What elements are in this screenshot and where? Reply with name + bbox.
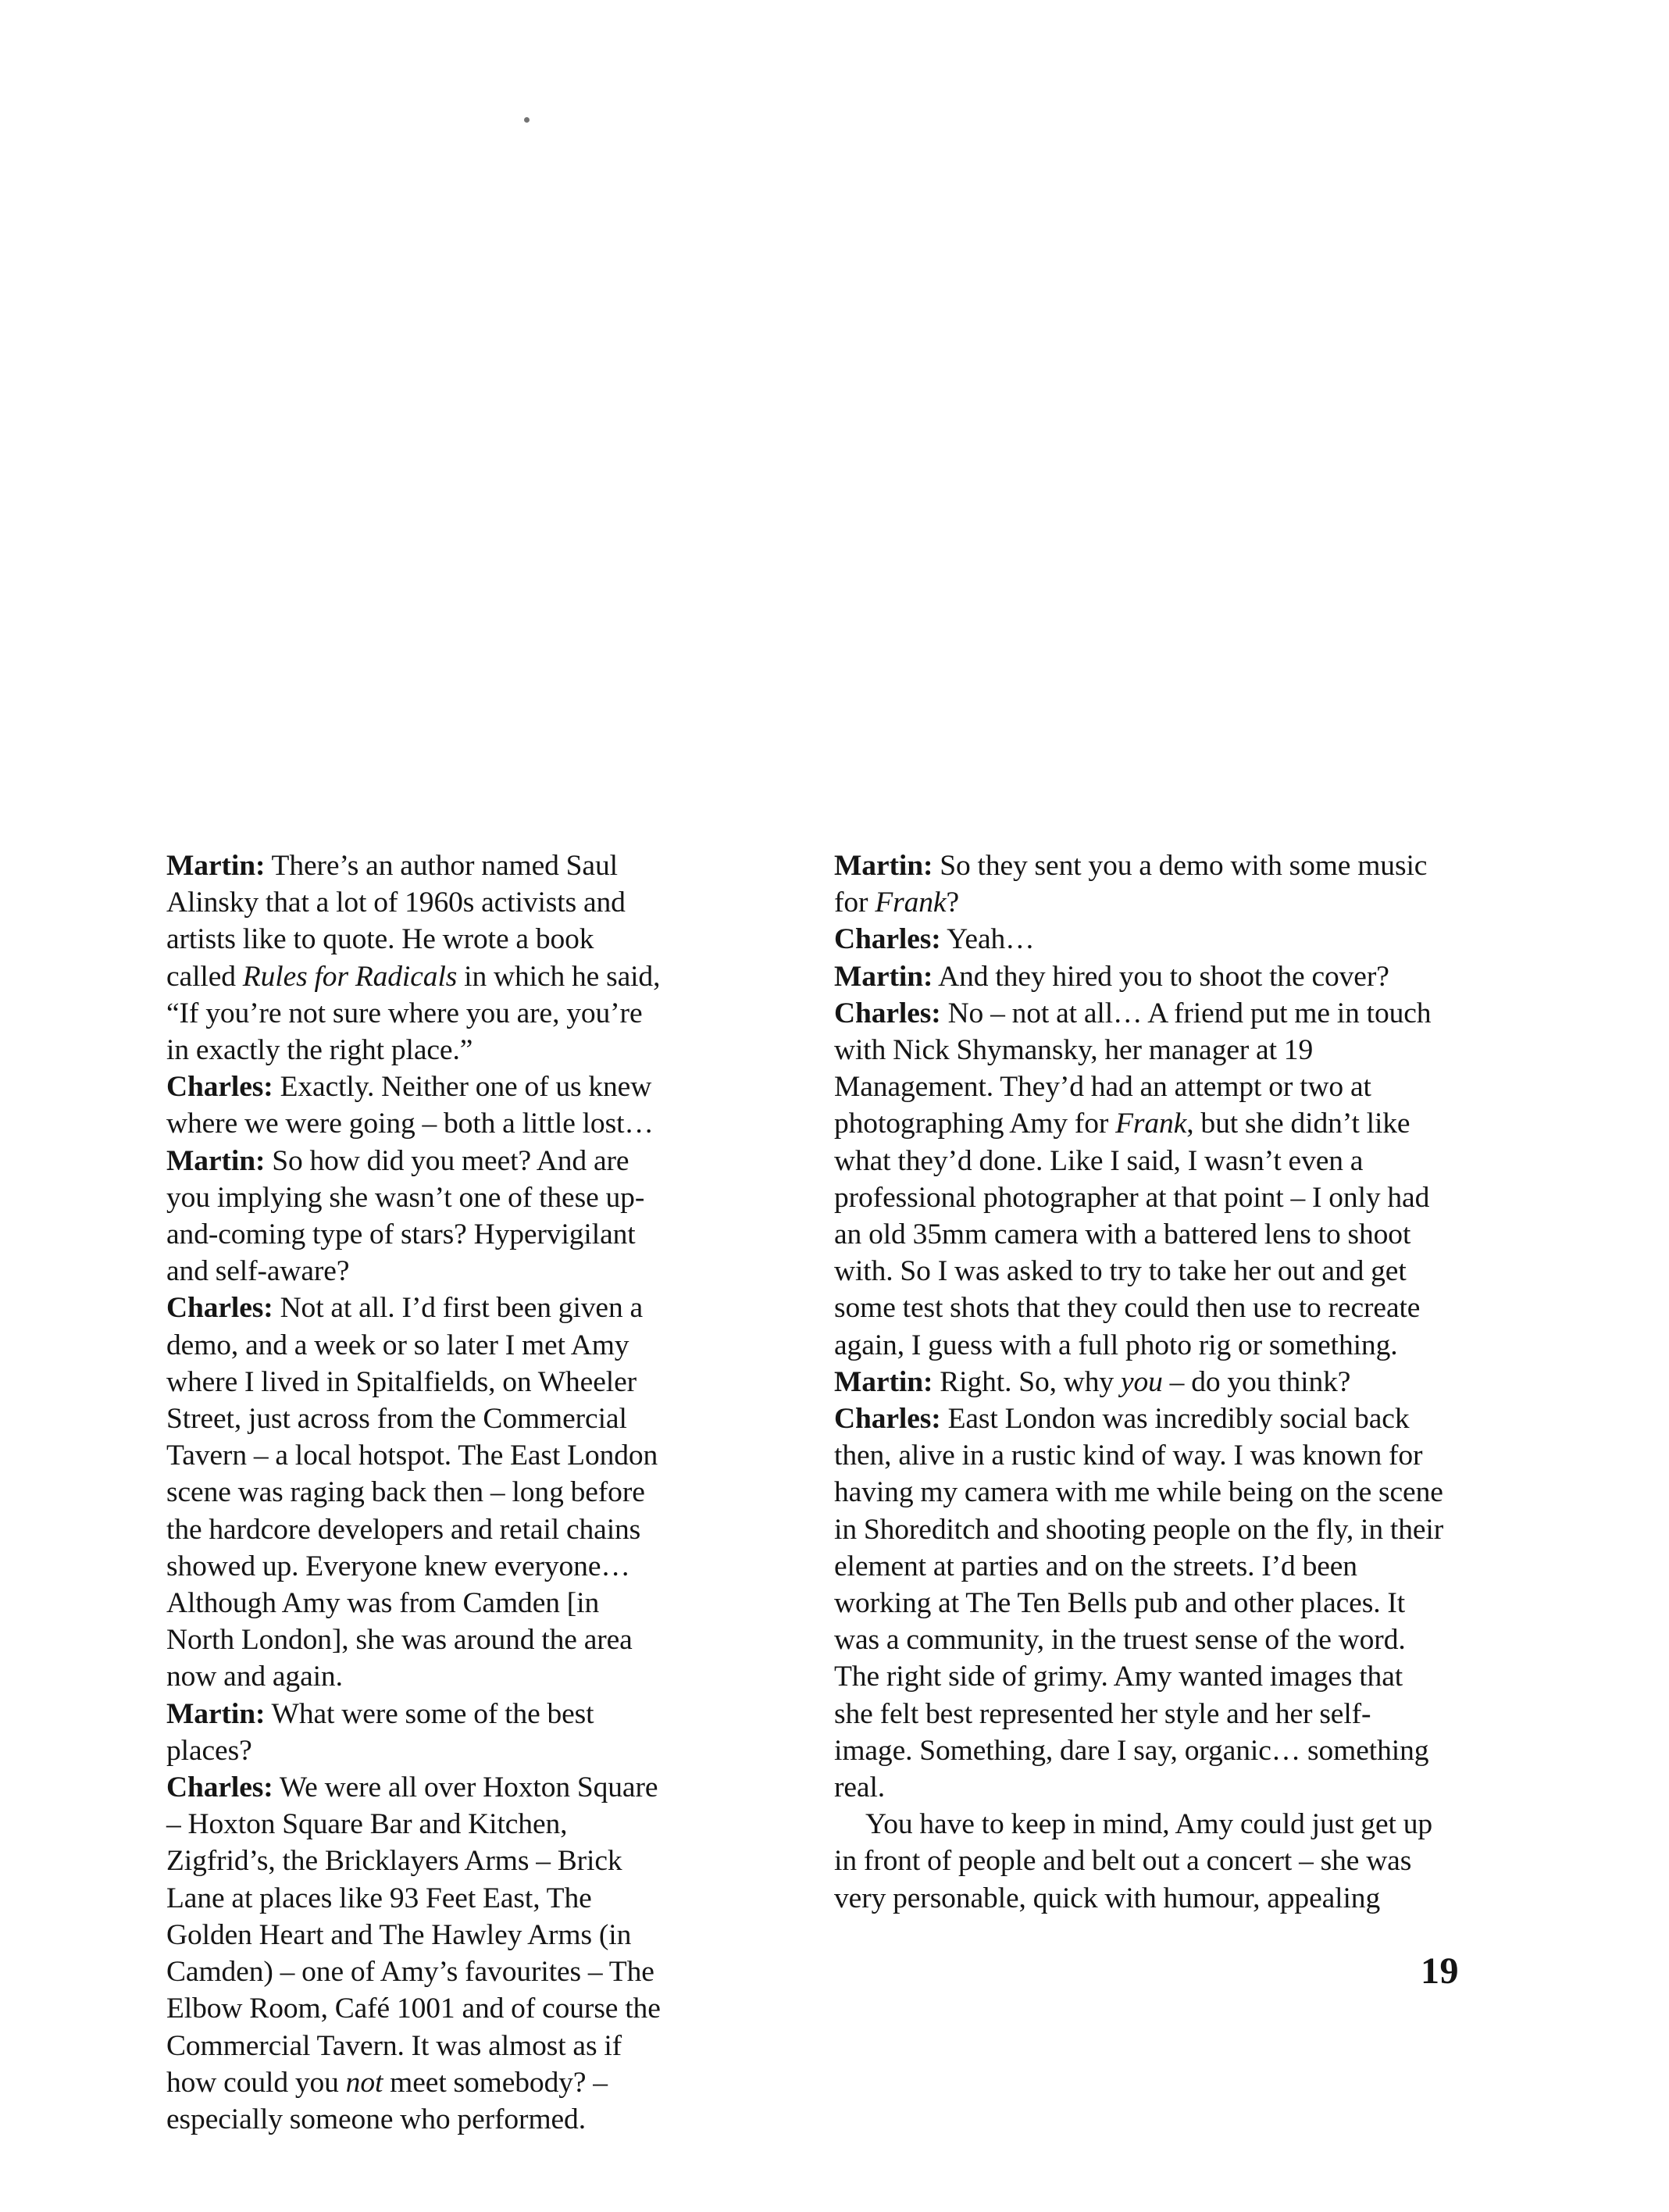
body-text: What were some of the best places?	[166, 1697, 594, 1767]
speaker-label: Martin:	[166, 1697, 266, 1730]
dialogue-paragraph	[166, 847, 665, 1069]
italic-title-text: Frank	[1115, 1108, 1187, 1140]
speaker-label: Martin:	[834, 960, 933, 993]
body-text: So how did you meet? And are you implying she wasn’t one of these up-and-coming type of stars? Hypervigilant and self-aware?	[166, 1144, 645, 1288]
speaker-label: Martin:	[834, 1365, 933, 1398]
body-text: , but she didn’t like what they’d done. Like I said, I wasn’t even a professional photographer at that point – I only had an old 35mm camera with a battered lens to shoot with. So I was asked to try to take her out and get some test shots that they could then use to recreate again, I guess with a full photo rig or something.	[834, 1108, 1430, 1361]
body-text: East London was incredibly social back then, alive in a rustic kind of way. I was known for having my camera with me while being on the scene in Shoreditch and shooting people on the fly, in their element at parties and on the streets. I’d been working at The Ten Bells pub and other places. It was a community, in the truest sense of the word. The right side of grimy. Amy wanted images that she felt best represented her style and her self-image. Something, dare I say, organic… something real.	[834, 1403, 1444, 1804]
speaker-label: Charles:	[834, 923, 941, 956]
body-text: So they sent you a demo with some music for	[834, 850, 1428, 919]
dialogue-paragraph	[166, 1069, 665, 1142]
body-text: in which he said, “If you’re not sure where you are, you’re in exactly the right place.”	[166, 960, 661, 1067]
dialogue-paragraph	[166, 1769, 665, 2138]
dialogue-paragraph	[166, 1143, 665, 1290]
body-text: Exactly. Neither one of us knew where we were going – both a little lost…	[166, 1071, 654, 1140]
body-text: ?	[946, 887, 960, 919]
speaker-label: Charles:	[834, 1403, 941, 1436]
body-text: There’s an author named Saul Alinsky that a lot of 1960s activists and artists like to quote. He wrote a book called	[166, 850, 626, 993]
italic-title-text: not	[345, 2066, 383, 2099]
body-text: Right. So, why	[933, 1365, 1121, 1398]
speaker-label: Martin:	[834, 850, 933, 882]
body-text: Not at all. I’d first been given a demo, and a week or so later I met Amy where I lived in Spitalfields, on Wheeler Street, just across from the Commercial Tavern – a local hotspot. The East London scene was raging back then – long before the hardcore developers and retail chains showed up. Everyone knew everyone… Although Amy was from Camden [in North London], she was around the area now and again.	[166, 1292, 658, 1693]
dialogue-paragraph	[834, 1806, 1447, 1917]
italic-title-text: Frank	[875, 887, 947, 919]
italic-title-text: you	[1120, 1365, 1163, 1398]
right-text-column	[834, 847, 1447, 1917]
body-text: Yeah…	[940, 923, 1035, 956]
dialogue-paragraph	[834, 958, 1447, 995]
body-text: No – not at all… A friend put me in touch with Nick Shymansky, her manager at 19 Management. They’d had an attempt or two at photographing Amy for	[834, 997, 1432, 1140]
dialogue-paragraph	[166, 1696, 665, 1769]
page-number: 19	[1421, 1950, 1459, 1992]
speaker-label: Martin:	[166, 1144, 266, 1177]
speaker-label: Charles:	[166, 1771, 273, 1804]
body-text: You have to keep in mind, Amy could just get up in front of people and belt out a concert – she was very personable, quick with humour, appealing	[834, 1808, 1432, 1914]
body-text: And they hired you to shoot the cover?	[933, 960, 1389, 993]
dialogue-paragraph	[834, 921, 1447, 958]
left-text-column	[166, 847, 665, 2138]
dialogue-paragraph	[834, 847, 1447, 921]
body-text: meet somebody? – especially someone who performed.	[166, 2066, 608, 2135]
dialogue-paragraph	[834, 995, 1447, 1364]
dialogue-paragraph	[834, 1364, 1447, 1400]
speaker-label: Charles:	[834, 997, 941, 1029]
body-text: – do you think?	[1162, 1365, 1351, 1398]
italic-title-text: Rules for Radicals	[242, 960, 458, 993]
speaker-label: Martin:	[166, 850, 266, 882]
speaker-label: Charles:	[166, 1071, 273, 1104]
body-text: We were all over Hoxton Square – Hoxton Square Bar and Kitchen, Zigfrid’s, the Bricklayers Arms – Brick Lane at places like 93 Feet East, The Golden Heart and The Hawley Arms (in Camden) – one of Amy’s favourites – The Elbow Room, Café 1001 and of course the Commercial Tavern. It was almost as if how could you	[166, 1771, 661, 2099]
dialogue-paragraph	[166, 1290, 665, 1695]
dialogue-paragraph	[834, 1400, 1447, 1806]
speaker-label: Charles:	[166, 1292, 273, 1325]
